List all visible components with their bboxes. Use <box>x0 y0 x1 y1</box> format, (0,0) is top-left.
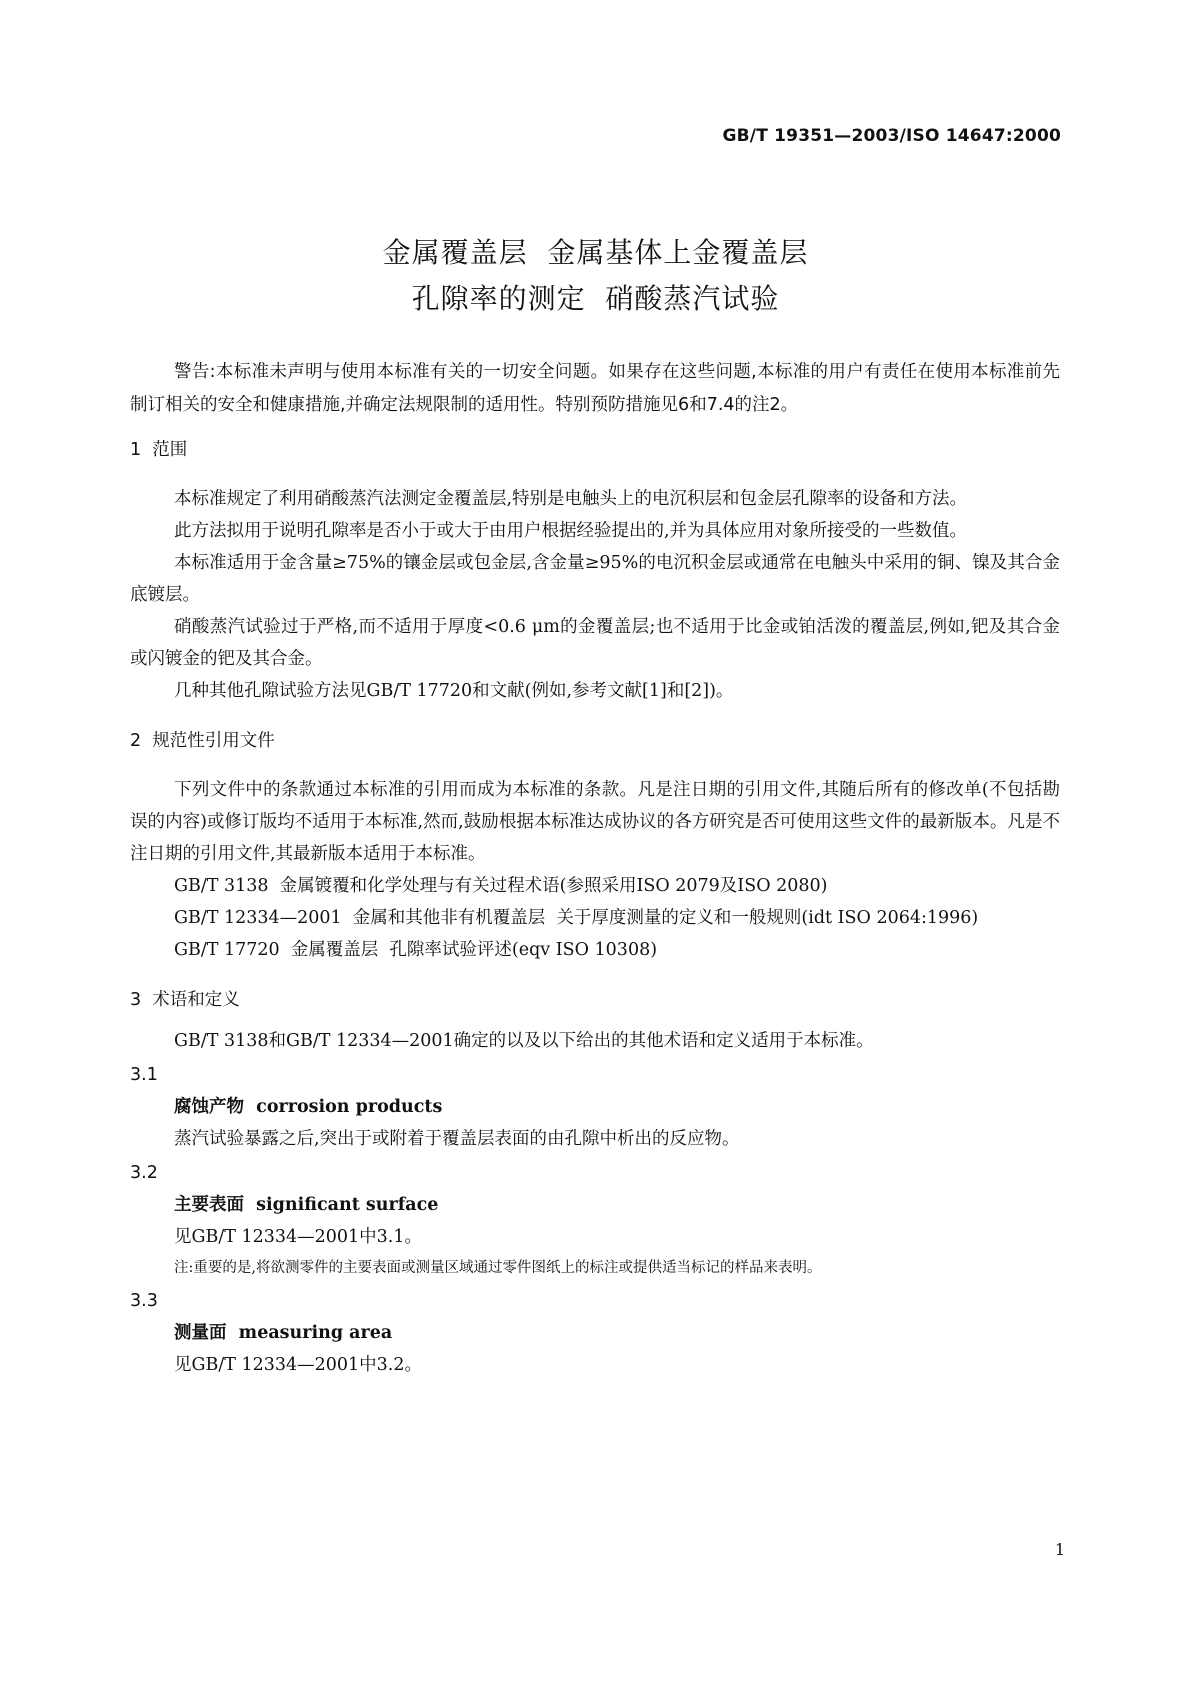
standard-code: GB/T 19351—2003/ISO 14647:2000 <box>722 126 1061 146</box>
paragraph: 本标准适用于金含量≥75%的镶金层或包金层,含金量≥95%的电沉积金层或通常在电触头中采用的铜、镍及其合金底镀层。 <box>130 553 1060 605</box>
term-name: 主要表面 significant surface <box>174 1195 439 1215</box>
paragraph: 此方法拟用于说明孔隙率是否小于或大于由用户根据经验提出的,并为具体应用对象所接受的一些数值。 <box>174 521 968 541</box>
term-definition: 见GB/T 12334—2001中3.1。 <box>174 1227 423 1247</box>
reference-item: GB/T 3138 金属镀覆和化学处理与有关过程术语(参照采用ISO 2079及ISO 2080) <box>174 876 828 896</box>
paragraph: 几种其他孔隙试验方法见GB/T 17720和文献(例如,参考文献[1]和[2])。 <box>174 681 734 701</box>
title-line-1: 金属覆盖层 金属基体上金覆盖层 <box>382 236 809 269</box>
title-line-2: 孔隙率的测定 硝酸蒸汽试验 <box>411 282 780 315</box>
document-title <box>0 230 1191 322</box>
term-number: 3.2 <box>130 1163 158 1183</box>
paragraph: 本标准规定了利用硝酸蒸汽法测定金覆盖层,特别是电触头上的电沉积层和包金层孔隙率的设备和方法。 <box>174 489 968 509</box>
page-number: 1 <box>1054 1540 1065 1559</box>
term-name: 测量面 measuring area <box>174 1323 393 1343</box>
term-note: 注:重要的是,将欲测零件的主要表面或测量区域通过零件图纸上的标注或提供适当标记的样品来表明。 <box>174 1260 822 1276</box>
document-body <box>130 356 1060 1381</box>
warning-text: 警告:本标准未声明与使用本标准有关的一切安全问题。如果存在这些问题,本标准的用户有责任在使用本标准前先制订相关的安全和健康措施,并确定法规限制的适用性。特别预防措施见6和7.4的注2。 <box>130 362 1060 415</box>
reference-item: GB/T 12334—2001 金属和其他非有机覆盖层 关于厚度测量的定义和一般规则(idt ISO 2064:1996) <box>174 908 979 928</box>
paragraph: 硝酸蒸汽试验过于严格,而不适用于厚度<0.6 μm的金覆盖层;也不适用于比金或铂活泼的覆盖层,例如,钯及其合金或闪镀金的钯及其合金。 <box>130 617 1060 669</box>
section-1-heading: 1 范围 <box>130 440 188 460</box>
term-number: 3.3 <box>130 1291 158 1311</box>
section-3-heading: 3 术语和定义 <box>130 990 240 1010</box>
section-2-heading: 2 规范性引用文件 <box>130 731 275 751</box>
term-definition: 见GB/T 12334—2001中3.2。 <box>174 1355 423 1375</box>
term-number: 3.1 <box>130 1065 158 1085</box>
term-name: 腐蚀产物 corrosion products <box>174 1097 443 1117</box>
term-definition: 蒸汽试验暴露之后,突出于或附着于覆盖层表面的由孔隙中析出的反应物。 <box>174 1129 740 1149</box>
reference-item: GB/T 17720 金属覆盖层 孔隙率试验评述(eqv ISO 10308) <box>174 940 658 960</box>
paragraph: GB/T 3138和GB/T 12334—2001确定的以及以下给出的其他术语和定义适用于本标准。 <box>174 1031 874 1051</box>
paragraph: 下列文件中的条款通过本标准的引用而成为本标准的条款。凡是注日期的引用文件,其随后所有的修改单(不包括勘误的内容)或修订版均不适用于本标准,然而,鼓励根据本标准达成协议的各方研究是否可使用这些文件的最新版本。凡是不注日期的引用文件,其最新版本适用于本标准。 <box>130 780 1060 864</box>
